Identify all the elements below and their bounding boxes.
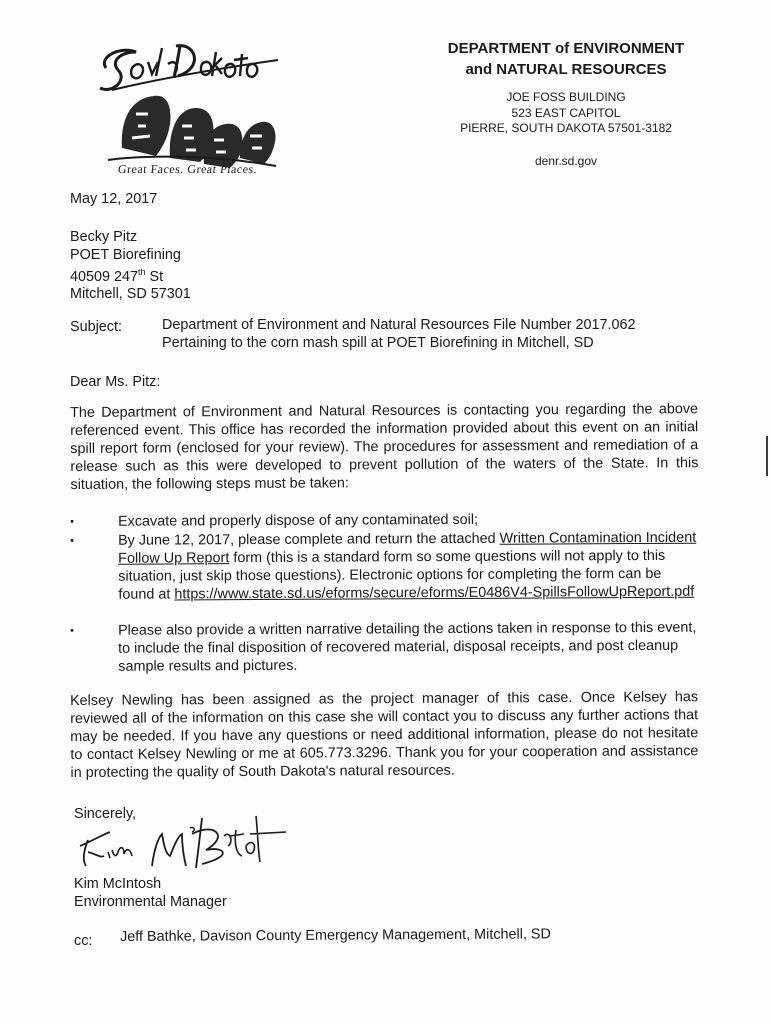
- scan-edge-mark: [766, 436, 768, 476]
- signer-block: [74, 875, 227, 911]
- recipient-street-number: 40509 247: [70, 268, 139, 285]
- bullet-item-1: [70, 510, 700, 531]
- signer-name: Kim McIntosh: [74, 876, 162, 892]
- department-address: [436, 90, 696, 137]
- recipient-street: [70, 264, 191, 286]
- subject-text: [162, 316, 636, 352]
- recipient-address: [70, 229, 191, 304]
- department-line-2: and NATURAL RESOURCES: [465, 61, 667, 78]
- recipient-city: Mitchell, SD 57301: [70, 286, 191, 303]
- body-paragraph-1: The Department of Environment and Natural Resources is contacting you regarding the above referenced event. This office has recorded the information provided about this event on an initial spill report form (enclosed for your review). The procedures for assessment and remediation of a release such as this were developed to prevent pollution of the waters of the State. In this situation, the following steps must be taken:: [70, 401, 699, 493]
- bullet-2-body: form (this is a standard form so some questions will not apply to this situation, just skip those questions). Electronic options for completing the form can be found at: [118, 547, 666, 603]
- subject-line-2: Pertaining to the corn mash spill at POET Biorefining in Mitchell, SD: [162, 335, 594, 351]
- bullet-text-2: [118, 529, 698, 604]
- recipient-name: Becky Pitz: [70, 229, 138, 245]
- follow-up-report-link[interactable]: Written Contamination Incident Follow Up Report: [118, 529, 697, 567]
- cc-label: cc:: [74, 933, 93, 949]
- bullet-item-2: [70, 529, 700, 604]
- bullet-2-intro: By June 12, 2017, please complete and return the attached: [118, 530, 500, 549]
- recipient-street-suffix: th: [138, 267, 146, 277]
- bullet-text-1: Excavate and properly dispose of any contaminated soil;: [118, 511, 479, 530]
- body-paragraph-2: Kelsey Newling has been assigned as the project manager of this case. Once Kelsey has reviewed all of the information on this case she will contact you to discuss any further actions that may be needed. If you have any questions or need additional information, please do not hesitate to contact Kelsey Newling or me at 605.773.3296. Thank you for your cooperation and assistance in protecting the quality of South Dakota's natural resources.: [70, 689, 699, 781]
- subject-label: Subject:: [70, 319, 122, 335]
- signer-title: Environmental Manager: [74, 894, 227, 910]
- eform-url-link[interactable]: https://www.state.sd.us/eforms/secure/eforms/E0486V4-SpillsFollowUpReport.pdf: [174, 583, 695, 603]
- handwritten-signature: [74, 806, 294, 876]
- salutation: Dear Ms. Pitz:: [70, 374, 161, 390]
- address-building: JOE FOSS BUILDING: [506, 90, 626, 104]
- address-city: PIERRE, SOUTH DAKOTA 57501-3182: [460, 121, 672, 135]
- department-website: denr.sd.gov: [534, 154, 598, 168]
- address-street: 523 EAST CAPITOL: [511, 105, 621, 120]
- bullet-item-3: [70, 619, 700, 676]
- recipient-street-name: St: [145, 268, 164, 285]
- bullet-text-3: Please also provide a written narrative detailing the actions taken in response to this event, to include the final disposition of recovered material, disposal receipts, and post cleanup sample results and pictures.: [118, 619, 697, 675]
- bullet-marker: •: [70, 534, 74, 547]
- logo-tagline: Great Faces. Great Places.: [117, 162, 259, 176]
- cc-recipient: Jeff Bathke, Davison County Emergency Management, Mitchell, SD: [120, 926, 551, 945]
- department-line-1: DEPARTMENT of ENVIRONMENT: [447, 40, 685, 57]
- department-name: [436, 38, 696, 80]
- bullet-marker: •: [70, 624, 74, 637]
- recipient-company: POET Biorefining: [70, 246, 181, 263]
- subject-line-1: Department of Environment and Natural Resources File Number 2017.062: [162, 317, 636, 333]
- letter-date: May 12, 2017: [70, 191, 158, 207]
- closing: Sincerely,: [74, 806, 137, 822]
- bullet-marker: •: [70, 515, 74, 528]
